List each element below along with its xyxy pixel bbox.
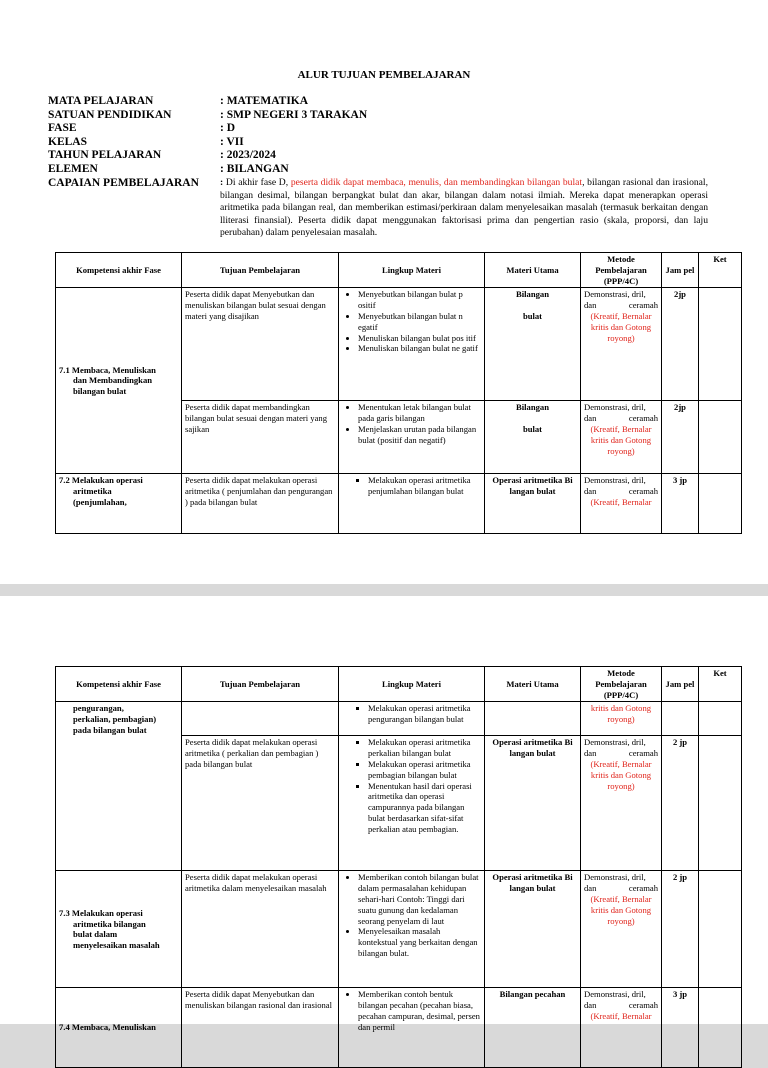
header-materi-utama: Materi Utama [485,253,581,288]
metode-cell: Demonstrasi, dril, dan ceramah (Kreatif, Bernalar [581,988,662,1068]
table-row [56,871,742,988]
materi-utama-cell: Operasi aritmetika Bi langan bulat [485,736,581,871]
materi-utama-cell [485,702,581,736]
tujuan-cell: Peserta didik dapat melakukan operasi aritmetika ( penjumlahan dan pengurangan ) pada bilangan bulat [182,474,339,534]
list-item: ▪ Menentukan hasil dari operasi aritmetika dan operasi campurannya pada bilangan bulat berdasarkan sifat-sifat perkalian atau pembagian. [368,781,481,835]
document-page-1: ALUR TUJUAN PEMBELAJARAN MATA PELAJARAN : MATEMATIKA SATUAN PENDIDIKAN : SMP NEGERI 3 TARAKAN FASE : D KELAS : VII TAHUN PELAJARAN : 2023/2024 ELEMEN : BILANGAN CAPAIAN PEMBELAJARAN : Di akhir fase D, peserta didik dapat membaca, menulis, dan membandingkan bilangan bulat, bilangan rasional dan irasional, bilangan desimal, bilangan berpangkat bulat dan akar, bilangan dalam notasi ilmiah. Mereka dapat menerapkan operasi aritmetika pada bilangan real, dan memberikan estimasi/perkiraan dalam menyelesaikan masalah (termasuk berkaitan dengan lliterasi finansial). Peserta didik dapat menggunakan faktorisasi prima dan pengertian rasio (skala, proporsi, dan laju perubahan) dalam penyelesaian masalah. Kompetensi akhir Fase Tujuan Pembelajaran Lingkup Materi Materi Utama Metode Pembelajaran (PPP/4C) Jam pel Ket 7.1 Membaca, Menuliskan dan Membandingkan bilangan bulat Peserta didik dapat Menyebutkan dan menuliskan bilangan bulat sesuai dengan materi yang disajikan • Menyebutkan bilangan bulat p ositif • Menyebutkan bilangan bulat n egatif • Menuliskan bilangan bulat pos itif • Menuliskan bilangan bulat ne gatif Bilangan bulat Demonstrasi, dril, dan ceramah (Kreatif, Bernalar kritis dan Gotong royong) 2jp Peserta didik dapat membandingkan bilangan bulat sesuai dengan materi yang sajikan • Menentukan letak bilangan bulat pada garis bilangan • Menjelaskan urutan pada bilangan bulat (positif dan negatif) Bilangan bulat Demonstrasi, dril, dan ceramah (Kreatif, Bernalar kritis dan Gotong royong) 2jp 7.2 Melakukan operasi aritmetika (penjumlahan, Peserta didik dapat melakukan operasi aritmetika ( penjumlahan dan pengurangan ) pada bilangan bulat ▪ Melakukan operasi aritmetika penjumlahan bilangan bulat Operasi aritmetika Bi langan bulat Demonstrasi, dril, dan ceramah (Kreatif, Bernalar 3 jp [0,0,768,584]
list-item: • Memberikan contoh bentuk bilangan pecahan (pecahan biasa, pecahan campuran, desimal, persen dan permil [358,989,481,1032]
materi-utama-cell: Bilangan bulat [485,288,581,401]
header-jam: Jam pel [662,667,699,702]
lingkup-cell [339,736,485,871]
ket-cell [699,288,742,401]
atp-table-page-1 [55,252,742,534]
metode-cell: kritis dan Gotong royong) [581,702,662,736]
ket-cell [699,702,742,736]
kompetensi-cell [56,988,182,1068]
ket-cell [699,401,742,474]
list-item: • Menyebutkan bilangan bulat p ositif [358,289,481,311]
kompetensi-cell [56,871,182,988]
metode-cell: Demonstrasi, dril, dan ceramah (Kreatif, Bernalar kritis dan Gotong royong) [581,401,662,474]
lingkup-cell [339,988,485,1068]
list-item: • Menuliskan bilangan bulat ne gatif [358,343,481,354]
tujuan-cell: Peserta didik dapat membandingkan bilangan bulat sesuai dengan materi yang sajikan [182,401,339,474]
ket-cell [699,736,742,871]
tujuan-cell: Peserta didik dapat melakukan operasi aritmetika ( perkalian dan pembagian ) pada bilangan bulat [182,736,339,871]
materi-utama-cell: Bilangan pecahan [485,988,581,1068]
list-item: • Menjelaskan urutan pada bilangan bulat (positif dan negatif) [358,424,481,446]
table-row [56,988,742,1068]
jam-cell: 3 jp [662,988,699,1068]
materi-utama-cell: Operasi aritmetika Bi langan bulat [485,871,581,988]
kompetensi-cell [56,474,182,534]
list-item: • Menyelesaikan masalah kontekstual yang berkaitan dengan bilangan bulat. [358,926,481,958]
jam-cell: 2 jp [662,871,699,988]
tujuan-cell: Peserta didik dapat Menyebutkan dan menuliskan bilangan rasional dan irasional [182,988,339,1068]
metode-cell: Demonstrasi, dril, dan ceramah (Kreatif, Bernalar [581,474,662,534]
jam-cell: 3 jp [662,474,699,534]
ket-cell [699,988,742,1068]
header-kompetensi: Kompetensi akhir Fase [56,667,182,702]
kompetensi-cell: pengurangan, perkalian, pembagian) pada bilangan bulat [56,702,182,871]
table-row [56,702,742,736]
atp-table-page-2 [55,666,742,1068]
header-lingkup: Lingkup Materi [339,667,485,702]
header-jam: Jam pel [662,253,699,288]
list-item: ▪ Melakukan operasi aritmetika pengurangan bilangan bulat [368,703,481,725]
header-tujuan: Tujuan Pembelajaran [182,667,339,702]
header-ket: Ket [699,253,742,288]
jam-cell: 2jp [662,401,699,474]
list-item: • Memberikan contoh bilangan bulat dalam permasalahan kehidupan sehari-hari Contoh: Tinggi dari suatu gunung dan kedalaman seorang penyelam di laut [358,872,481,926]
header-materi-utama: Materi Utama [485,667,581,702]
jam-cell: 2 jp [662,736,699,871]
kompetensi-text: 7.4 Membaca, Menuliskan [59,1022,156,1033]
list-item: • Menentukan letak bilangan bulat pada garis bilangan [358,402,481,424]
header-tujuan: Tujuan Pembelajaran [182,253,339,288]
document-page-2 [0,596,768,1033]
jam-cell: 2jp [662,288,699,401]
materi-utama-cell: Operasi aritmetika Bi langan bulat [485,474,581,534]
lingkup-cell [339,474,485,534]
table-row [56,474,742,534]
kompetensi-text: 7.1 Membaca, Menuliskan dan Membandingkan bilangan bulat [59,364,156,397]
header-metode: Metode Pembelajaran (PPP/4C) [581,253,662,288]
kompetensi-cell [56,288,182,474]
list-item: • Menuliskan bilangan bulat pos itif [358,333,481,344]
list-item: ▪ Melakukan operasi aritmetika penjumlahan bilangan bulat [368,475,481,497]
lingkup-cell [339,702,485,736]
kompetensi-text: 7.2 Melakukan operasi aritmetika (penjumlahan, [59,475,143,507]
list-item: ▪ Melakukan operasi aritmetika pembagian bilangan bulat [368,759,481,781]
lingkup-cell [339,288,485,401]
header-kompetensi: Kompetensi akhir Fase [56,253,182,288]
table-header-row [56,667,742,702]
tujuan-cell [182,702,339,736]
lingkup-cell [339,401,485,474]
header-ket: Ket [699,667,742,702]
tujuan-cell: Peserta didik dapat melakukan operasi aritmetika dalam menyelesaikan masalah [182,871,339,988]
jam-cell [662,702,699,736]
header-metode: Metode Pembelajaran (PPP/4C) [581,667,662,702]
document-title: ALUR TUJUAN PEMBELAJARAN [297,69,471,81]
metode-cell: Demonstrasi, dril, dan ceramah (Kreatif, Bernalar kritis dan Gotong royong) [581,288,662,401]
lingkup-cell [339,871,485,988]
list-item: ▪ Melakukan operasi aritmetika perkalian bilangan bulat [368,737,481,759]
header-lingkup: Lingkup Materi [339,253,485,288]
tujuan-cell: Peserta didik dapat Menyebutkan dan menuliskan bilangan bulat sesuai dengan materi yang disajikan [182,288,339,401]
ket-cell [699,871,742,988]
metode-cell: Demonstrasi, dril, dan ceramah (Kreatif, Bernalar kritis dan Gotong royong) [581,736,662,871]
metode-cell: Demonstrasi, dril, dan ceramah (Kreatif, Bernalar kritis dan Gotong royong) [581,871,662,988]
materi-utama-cell: Bilangan bulat [485,401,581,474]
kompetensi-text: 7.3 Melakukan operasi aritmetika bilangan bulat dalam menyelesaikan masalah [59,907,160,951]
table-header-row [56,253,742,288]
capaian-text: : Di akhir fase D, peserta didik dapat membaca, menulis, dan membandingkan bilangan bulat, bilangan rasional dan irasional, bilangan desimal, bilangan berpangkat bulat dan akar, bilangan dalam notasi ilmiah. Mereka dapat menerapkan operasi aritmetika pada bilangan real, dan memberikan estimasi/perkiraan dalam menyelesaikan masalah (termasuk berkaitan dengan lliterasi finansial). Peserta didik dapat menggunakan faktorisasi prima dan pengertian rasio (skala, proporsi, dan laju perubahan) dalam penyelesaian masalah. [220,177,708,239]
table-row [56,288,742,401]
list-item: • Menyebutkan bilangan bulat n egatif [358,311,481,333]
ket-cell [699,474,742,534]
